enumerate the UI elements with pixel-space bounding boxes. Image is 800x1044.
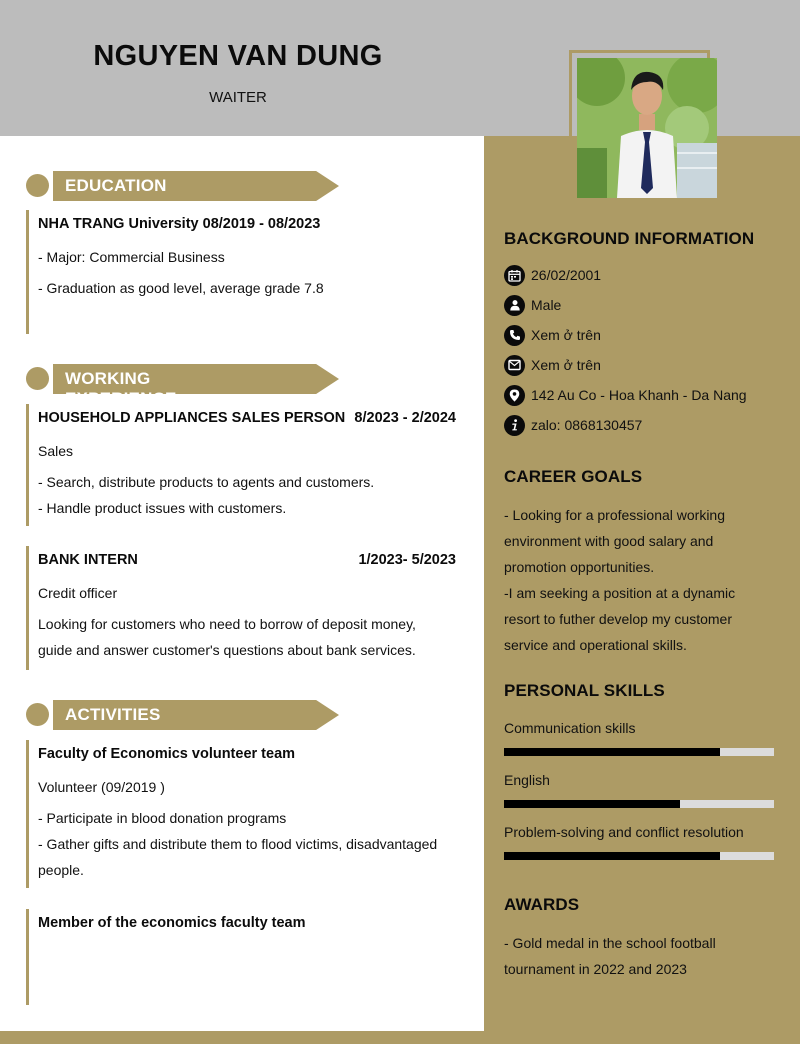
experience-heading	[38, 546, 456, 568]
awards-title: AWARDS	[504, 895, 580, 914]
activity-entry	[26, 740, 456, 888]
career-goal-line: environment with good salary and	[504, 533, 714, 549]
award-line: tournament in 2022 and 2023	[504, 961, 687, 977]
section-dot-icon	[26, 703, 49, 726]
skill-bar-fill	[504, 852, 720, 860]
experience-title: WORKING EXPERIENCE	[65, 369, 177, 408]
info-icon	[504, 415, 525, 436]
location-icon	[504, 385, 525, 406]
experience-period: 1/2023- 5/2023	[358, 552, 456, 568]
info-birthdate	[504, 264, 601, 286]
experience-line: Looking for customers who need to borrow of deposit money,	[38, 616, 416, 632]
candidate-name: NGUYEN VAN DUNG	[93, 40, 383, 72]
education-heading	[38, 210, 456, 232]
experience-heading	[38, 404, 456, 426]
info-email	[504, 354, 601, 376]
activity-entry	[26, 909, 456, 1005]
info-gender	[504, 294, 561, 316]
activity-line: people.	[38, 862, 84, 878]
experience-entry	[26, 546, 456, 670]
education-heading-text: NHA TRANG University 08/2019 - 08/2023	[38, 216, 321, 232]
experience-role: HOUSEHOLD APPLIANCES SALES PERSON	[38, 410, 346, 426]
career-goals-text	[504, 502, 776, 658]
activity-subtitle: Volunteer (09/2019 )	[38, 779, 165, 795]
career-goal-line: promotion opportunities.	[504, 559, 655, 575]
calendar-icon	[504, 265, 525, 286]
skill-label: Communication skills	[504, 720, 636, 736]
career-goal-line: resort to futher develop my customer	[504, 611, 732, 627]
experience-period: 8/2023 - 2/2024	[354, 410, 456, 426]
email-icon	[504, 355, 525, 376]
info-text: 26/02/2001	[531, 267, 602, 283]
career-goals-title: CAREER GOALS	[504, 467, 643, 486]
skill-bar	[504, 852, 774, 860]
profile-photo	[577, 58, 717, 198]
section-dot-icon	[26, 367, 49, 390]
info-phone	[504, 324, 601, 346]
experience-line: - Search, distribute products to agents and customers.	[38, 474, 375, 490]
experience-line: guide and answer customer's questions about bank services.	[38, 642, 416, 658]
skill-bar	[504, 800, 774, 808]
info-text: Xem ở trên	[531, 327, 601, 343]
info-text: 142 Au Co - Hoa Khanh - Da Nang	[531, 387, 747, 403]
experience-subtitle: Sales	[38, 443, 74, 459]
skill-bar-fill	[504, 800, 680, 808]
experience-entry	[26, 404, 456, 526]
phone-icon	[504, 325, 525, 346]
bottom-band	[0, 1031, 484, 1044]
section-dot-icon	[26, 174, 49, 197]
education-line: - Graduation as good level, average grade 7.8	[38, 280, 324, 296]
education-line: - Major: Commercial Business	[38, 249, 225, 265]
awards-text	[504, 930, 776, 982]
info-text: zalo: 0868130457	[531, 417, 643, 433]
info-address	[504, 384, 747, 406]
activities-title: ACTIVITIES	[65, 705, 161, 724]
background-title: BACKGROUND INFORMATION	[504, 229, 755, 248]
activity-line: - Participate in blood donation programs	[38, 810, 287, 826]
experience-role: BANK INTERN	[38, 552, 138, 568]
activity-line: - Gather gifts and distribute them to flood victims, disadvantaged	[38, 836, 438, 852]
activity-heading-text: Member of the economics faculty team	[38, 915, 306, 931]
info-text: Male	[531, 297, 562, 313]
job-title: WAITER	[209, 89, 267, 106]
skill-label: Problem-solving and conflict resolution	[504, 824, 744, 840]
skills-title: PERSONAL SKILLS	[504, 681, 665, 700]
career-goal-line: - Looking for a professional working	[504, 507, 726, 523]
award-line: - Gold medal in the school football	[504, 935, 716, 951]
skill-bar	[504, 748, 774, 756]
experience-subtitle: Credit officer	[38, 585, 118, 601]
activity-heading-text: Faculty of Economics volunteer team	[38, 746, 296, 762]
person-icon	[504, 295, 525, 316]
activity-heading	[38, 909, 456, 931]
activity-heading	[38, 740, 456, 762]
info-text: Xem ở trên	[531, 357, 601, 373]
skill-label: English	[504, 772, 550, 788]
skill-bar-fill	[504, 748, 720, 756]
education-entry	[26, 210, 456, 334]
career-goal-line: -I am seeking a position at a dynamic	[504, 585, 736, 601]
career-goal-line: service and operational skills.	[504, 637, 687, 653]
info-zalo	[504, 414, 642, 436]
education-title: EDUCATION	[65, 176, 167, 195]
experience-line: - Handle product issues with customers.	[38, 500, 287, 516]
